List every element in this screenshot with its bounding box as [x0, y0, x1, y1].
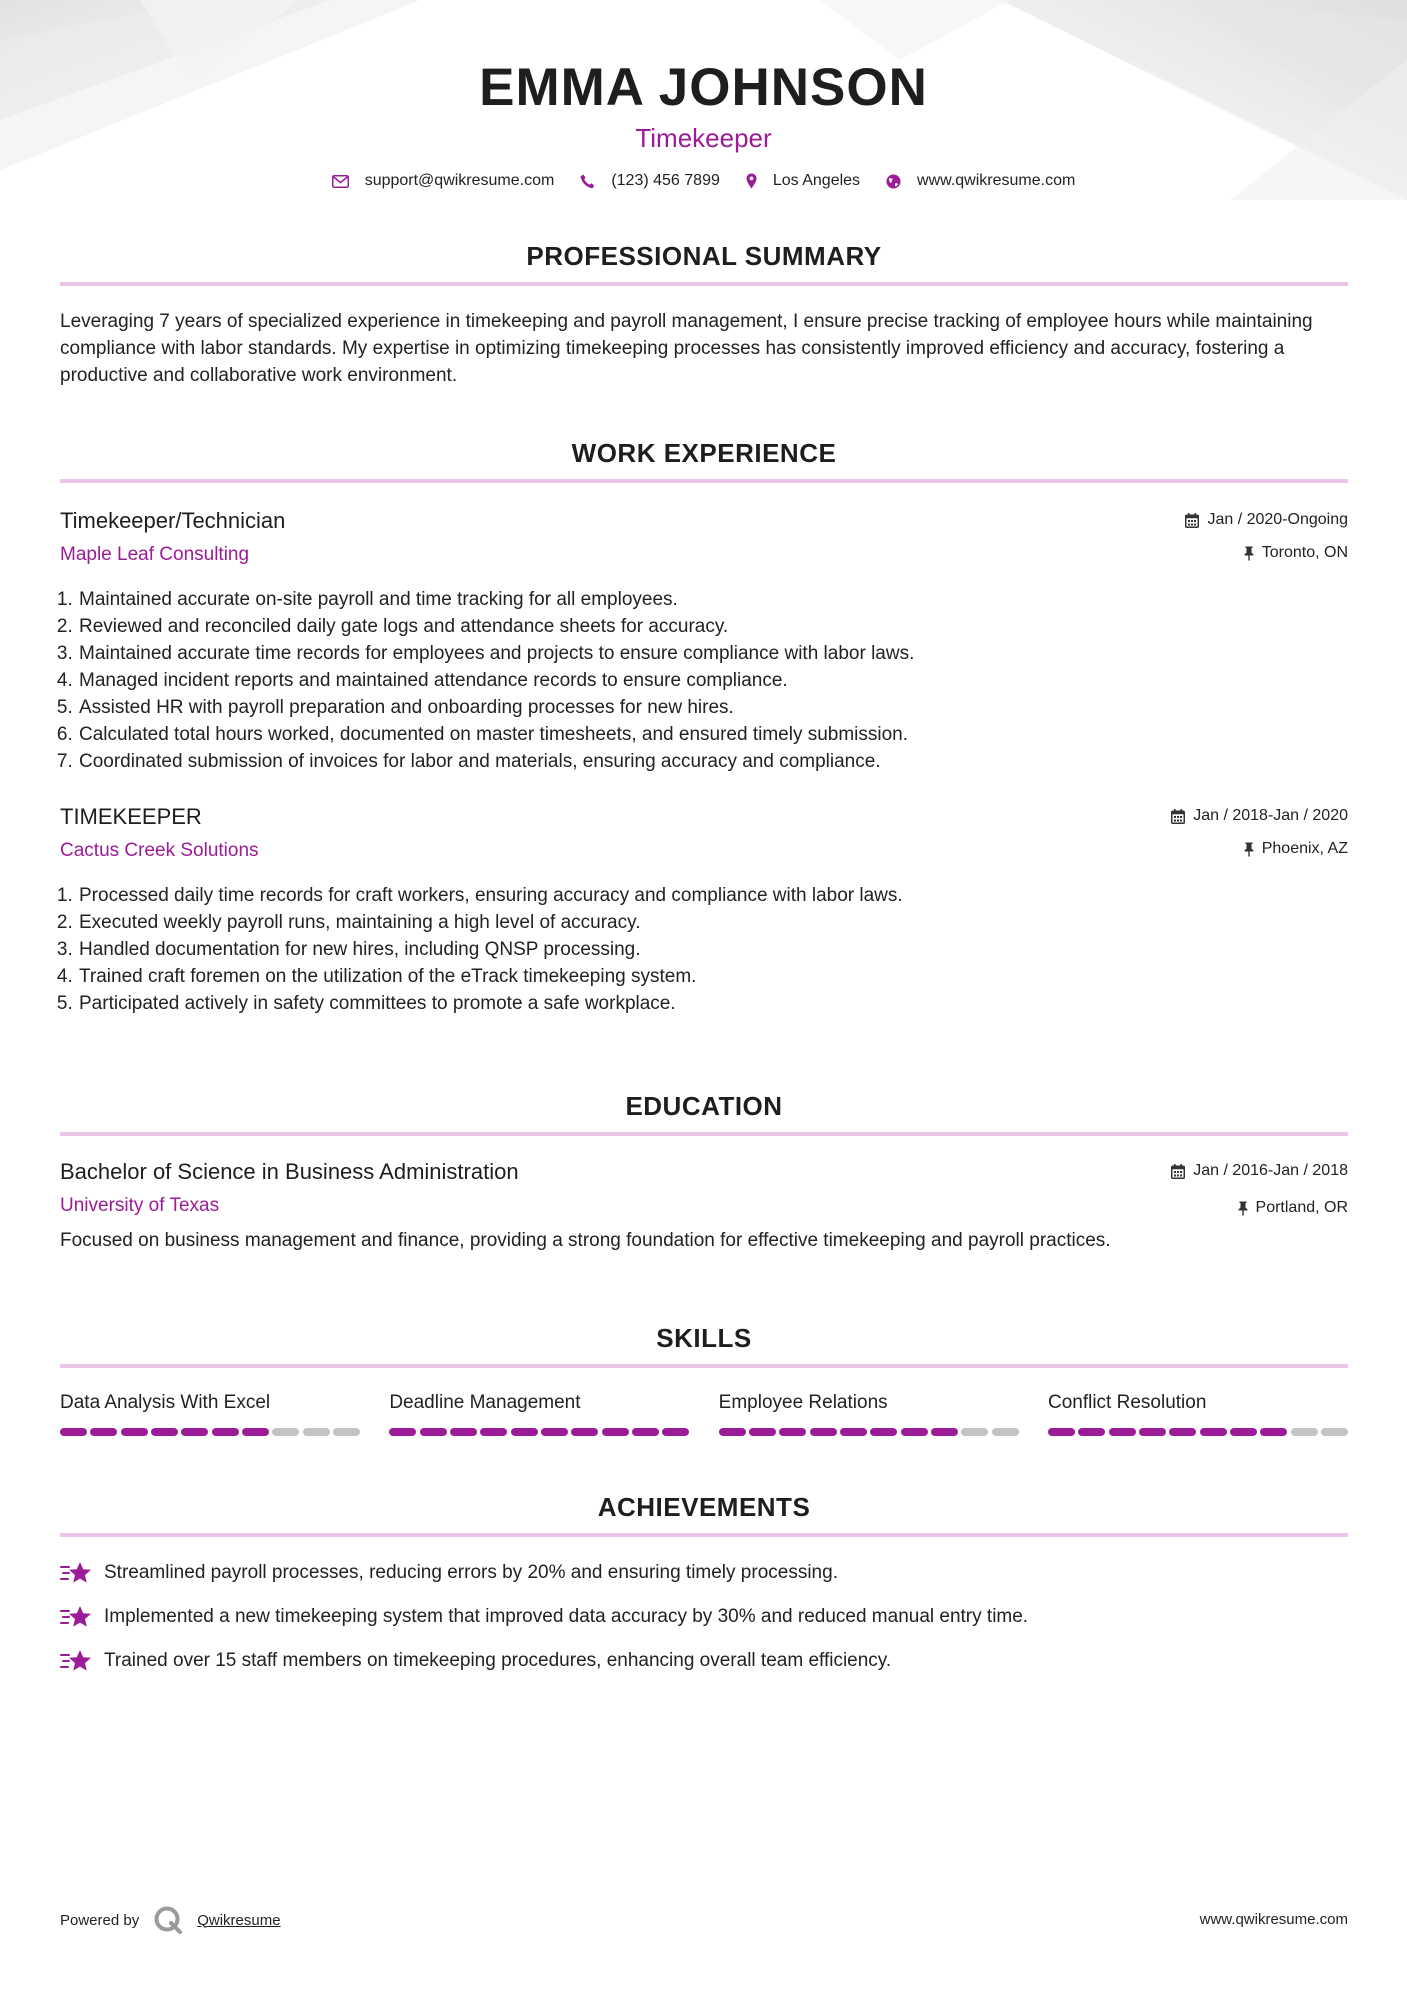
skill-segment-empty [1291, 1428, 1318, 1436]
skill-segment-filled [212, 1428, 239, 1436]
achievement-text: Implemented a new timekeeping system that improved data accuracy by 30% and reduced manual entry time. [104, 1605, 1029, 1627]
skills-grid [60, 1390, 1348, 1436]
education-section [60, 1090, 1348, 1254]
education-description: Focused on business management and finance, providing a strong foundation for effective timekeeping and payroll practices. [60, 1230, 1111, 1251]
skill-segment-filled [749, 1428, 776, 1436]
education-dates [1171, 1160, 1348, 1182]
shooting-star-icon [60, 1648, 92, 1674]
skill-segment-filled [810, 1428, 837, 1436]
calendar-icon [1171, 1164, 1185, 1179]
achievement-item [60, 1603, 1348, 1630]
achievements-section [60, 1491, 1348, 1691]
resume-header [0, 56, 1407, 190]
list-item: 2. Reviewed and reconciled daily gate logs and attendance sheets for accuracy. [78, 613, 1348, 640]
skill-segment-filled [571, 1428, 598, 1436]
list-item: 5. Assisted HR with payroll preparation and onboarding processes for new hires. [78, 694, 1348, 721]
skill-segment-empty [303, 1428, 330, 1436]
list-item: 3. Maintained accurate time records for employees and projects to ensure compliance with labor laws. [78, 640, 1348, 667]
skill-segment-filled [450, 1428, 477, 1436]
achievement-text: Trained over 15 staff members on timekeeping procedures, enhancing overall team efficiency. [104, 1649, 892, 1671]
envelope-icon [332, 175, 349, 188]
degree-title: Bachelor of Science in Business Administration [60, 1159, 519, 1184]
skill-name: Deadline Management [389, 1392, 581, 1413]
map-pin-icon [746, 173, 757, 189]
job-dates-text: Jan / 2020-Ongoing [1207, 511, 1348, 528]
skill-level-bar [389, 1428, 689, 1436]
education-meta [1171, 1160, 1348, 1219]
skill-segment-filled [779, 1428, 806, 1436]
section-divider [60, 1132, 1348, 1136]
page-footer [60, 1897, 1348, 1937]
skill-segment-filled [541, 1428, 568, 1436]
skill-name: Data Analysis With Excel [60, 1392, 271, 1413]
list-item: 4. Trained craft foremen on the utilization of the eTrack timekeeping system. [78, 963, 1348, 990]
list-item: 6. Calculated total hours worked, documented on master timesheets, and ensured timely submission. [78, 721, 1348, 748]
skill-segment-filled [389, 1428, 416, 1436]
section-divider [60, 282, 1348, 286]
education-location [1171, 1197, 1348, 1219]
job-company: Maple Leaf Consulting [60, 544, 250, 565]
skill-segment-filled [1109, 1428, 1136, 1436]
job-duties-list [60, 882, 1348, 1017]
job-title: Timekeeper/Technician [60, 508, 286, 533]
skill-segment-filled [602, 1428, 629, 1436]
contact-website-text: www.qwikresume.com [917, 172, 1076, 189]
skill-segment-filled [181, 1428, 208, 1436]
skill-segment-filled [242, 1428, 269, 1436]
skill-segment-filled [1200, 1428, 1227, 1436]
section-divider [60, 1533, 1348, 1537]
achievements-list [60, 1559, 1348, 1674]
qwikresume-link[interactable]: Qwikresume [197, 1911, 281, 1929]
education-heading: EDUCATION [625, 1091, 783, 1121]
shooting-star-icon [60, 1604, 92, 1630]
skill-segment-filled [151, 1428, 178, 1436]
skill-segment-filled [1230, 1428, 1257, 1436]
skill-segment-filled [931, 1428, 958, 1436]
skill-segment-filled [60, 1428, 87, 1436]
candidate-name: EMMA JOHNSON [479, 58, 928, 117]
list-item: 1. Maintained accurate on-site payroll and time tracking for all employees. [78, 586, 1348, 613]
job-duties-list [60, 586, 1348, 775]
school-name: University of Texas [60, 1195, 220, 1216]
section-divider [60, 479, 1348, 483]
powered-by-label: Powered by [60, 1911, 140, 1929]
skill-segment-filled [480, 1428, 507, 1436]
contact-location-text: Los Angeles [772, 172, 861, 189]
contact-location [746, 172, 860, 190]
achievement-item [60, 1559, 1348, 1586]
skill-item [60, 1390, 360, 1436]
skill-segment-filled [1139, 1428, 1166, 1436]
pushpin-icon [1244, 842, 1254, 857]
job-location [1185, 542, 1348, 564]
list-item: 7. Coordinated submission of invoices for labor and materials, ensuring accuracy and compliance. [78, 748, 1348, 775]
skill-segment-filled [121, 1428, 148, 1436]
skill-segment-filled [870, 1428, 897, 1436]
skill-segment-filled [901, 1428, 928, 1436]
summary-text: Leveraging 7 years of specialized experience in timekeeping and payroll management, I ensure precise tracking of employee hours while maintaining compliance with labor standards. My expertise in optimizing timekeeping processes has consistently improved efficiency and accuracy, fostering a productive and collaborative work environment. [60, 311, 1313, 386]
skill-segment-filled [420, 1428, 447, 1436]
skill-segment-empty [272, 1428, 299, 1436]
achievement-item [60, 1647, 1348, 1674]
skill-segment-filled [90, 1428, 117, 1436]
qwikresume-logo-icon [153, 1905, 183, 1935]
job-location [1171, 838, 1348, 860]
contact-email-text: support@qwikresume.com [364, 172, 555, 189]
skill-item [389, 1390, 689, 1436]
education-entry [60, 1158, 1348, 1254]
skill-segment-filled [662, 1428, 689, 1436]
globe-icon [886, 174, 901, 189]
skill-segment-empty [1321, 1428, 1348, 1436]
contact-email[interactable] [332, 172, 555, 190]
job-dates [1171, 805, 1348, 827]
skills-heading: SKILLS [656, 1323, 752, 1353]
pushpin-icon [1238, 1201, 1248, 1216]
job-dates-text: Jan / 2018-Jan / 2020 [1193, 807, 1348, 824]
list-item: 4. Managed incident reports and maintained attendance records to ensure compliance. [78, 667, 1348, 694]
skill-name: Employee Relations [718, 1392, 888, 1413]
skill-item [1048, 1390, 1348, 1436]
skill-segment-filled [1260, 1428, 1287, 1436]
skill-name: Conflict Resolution [1047, 1392, 1207, 1413]
job-meta [1185, 509, 1348, 564]
skill-segment-filled [1169, 1428, 1196, 1436]
skill-segment-empty [992, 1428, 1019, 1436]
job-location-text: Phoenix, AZ [1261, 840, 1348, 857]
skills-section [60, 1322, 1348, 1436]
experience-heading: WORK EXPERIENCE [571, 438, 837, 468]
pushpin-icon [1244, 546, 1254, 561]
list-item: 1. Processed daily time records for craft workers, ensuring accuracy and compliance with labor laws. [78, 882, 1348, 909]
footer-website[interactable]: www.qwikresume.com [1199, 1911, 1348, 1928]
job-title: TIMEKEEPER [60, 804, 202, 829]
contact-phone-text: (123) 456 7899 [611, 172, 720, 189]
contact-phone[interactable] [580, 172, 720, 190]
skill-level-bar [1048, 1428, 1348, 1436]
skill-level-bar [60, 1428, 360, 1436]
achievements-heading: ACHIEVEMENTS [597, 1492, 811, 1522]
skill-segment-filled [632, 1428, 659, 1436]
shooting-star-icon [60, 1560, 92, 1586]
experience-section [60, 437, 1348, 1017]
job-entry [60, 507, 1348, 775]
job-dates [1185, 509, 1348, 531]
job-entry [60, 803, 1348, 1017]
summary-heading: PROFESSIONAL SUMMARY [526, 241, 882, 271]
skill-segment-filled [511, 1428, 538, 1436]
education-dates-text: Jan / 2016-Jan / 2018 [1193, 1162, 1348, 1179]
skill-segment-filled [1048, 1428, 1075, 1436]
job-location-text: Toronto, ON [1261, 544, 1348, 561]
powered-by [60, 1905, 281, 1935]
calendar-icon [1171, 809, 1185, 824]
achievement-text: Streamlined payroll processes, reducing errors by 20% and ensuring timely processing. [104, 1561, 838, 1583]
candidate-title: Timekeeper [635, 123, 772, 153]
education-location-text: Portland, OR [1255, 1199, 1348, 1216]
summary-section [60, 240, 1348, 389]
section-divider [60, 1364, 1348, 1368]
skill-segment-empty [961, 1428, 988, 1436]
skill-segment-empty [333, 1428, 360, 1436]
list-item: 2. Executed weekly payroll runs, maintaining a high level of accuracy. [78, 909, 1348, 936]
phone-icon [580, 174, 595, 189]
list-item: 5. Participated actively in safety committees to promote a safe workplace. [78, 990, 1348, 1017]
skill-item [719, 1390, 1019, 1436]
calendar-icon [1185, 513, 1199, 528]
skill-level-bar [719, 1428, 1019, 1436]
skill-segment-filled [840, 1428, 867, 1436]
contact-bar [0, 172, 1407, 190]
contact-website[interactable] [886, 172, 1075, 190]
skill-segment-filled [1078, 1428, 1105, 1436]
job-meta [1171, 805, 1348, 860]
list-item: 3. Handled documentation for new hires, including QNSP processing. [78, 936, 1348, 963]
job-company: Cactus Creek Solutions [60, 840, 259, 861]
skill-segment-filled [719, 1428, 746, 1436]
